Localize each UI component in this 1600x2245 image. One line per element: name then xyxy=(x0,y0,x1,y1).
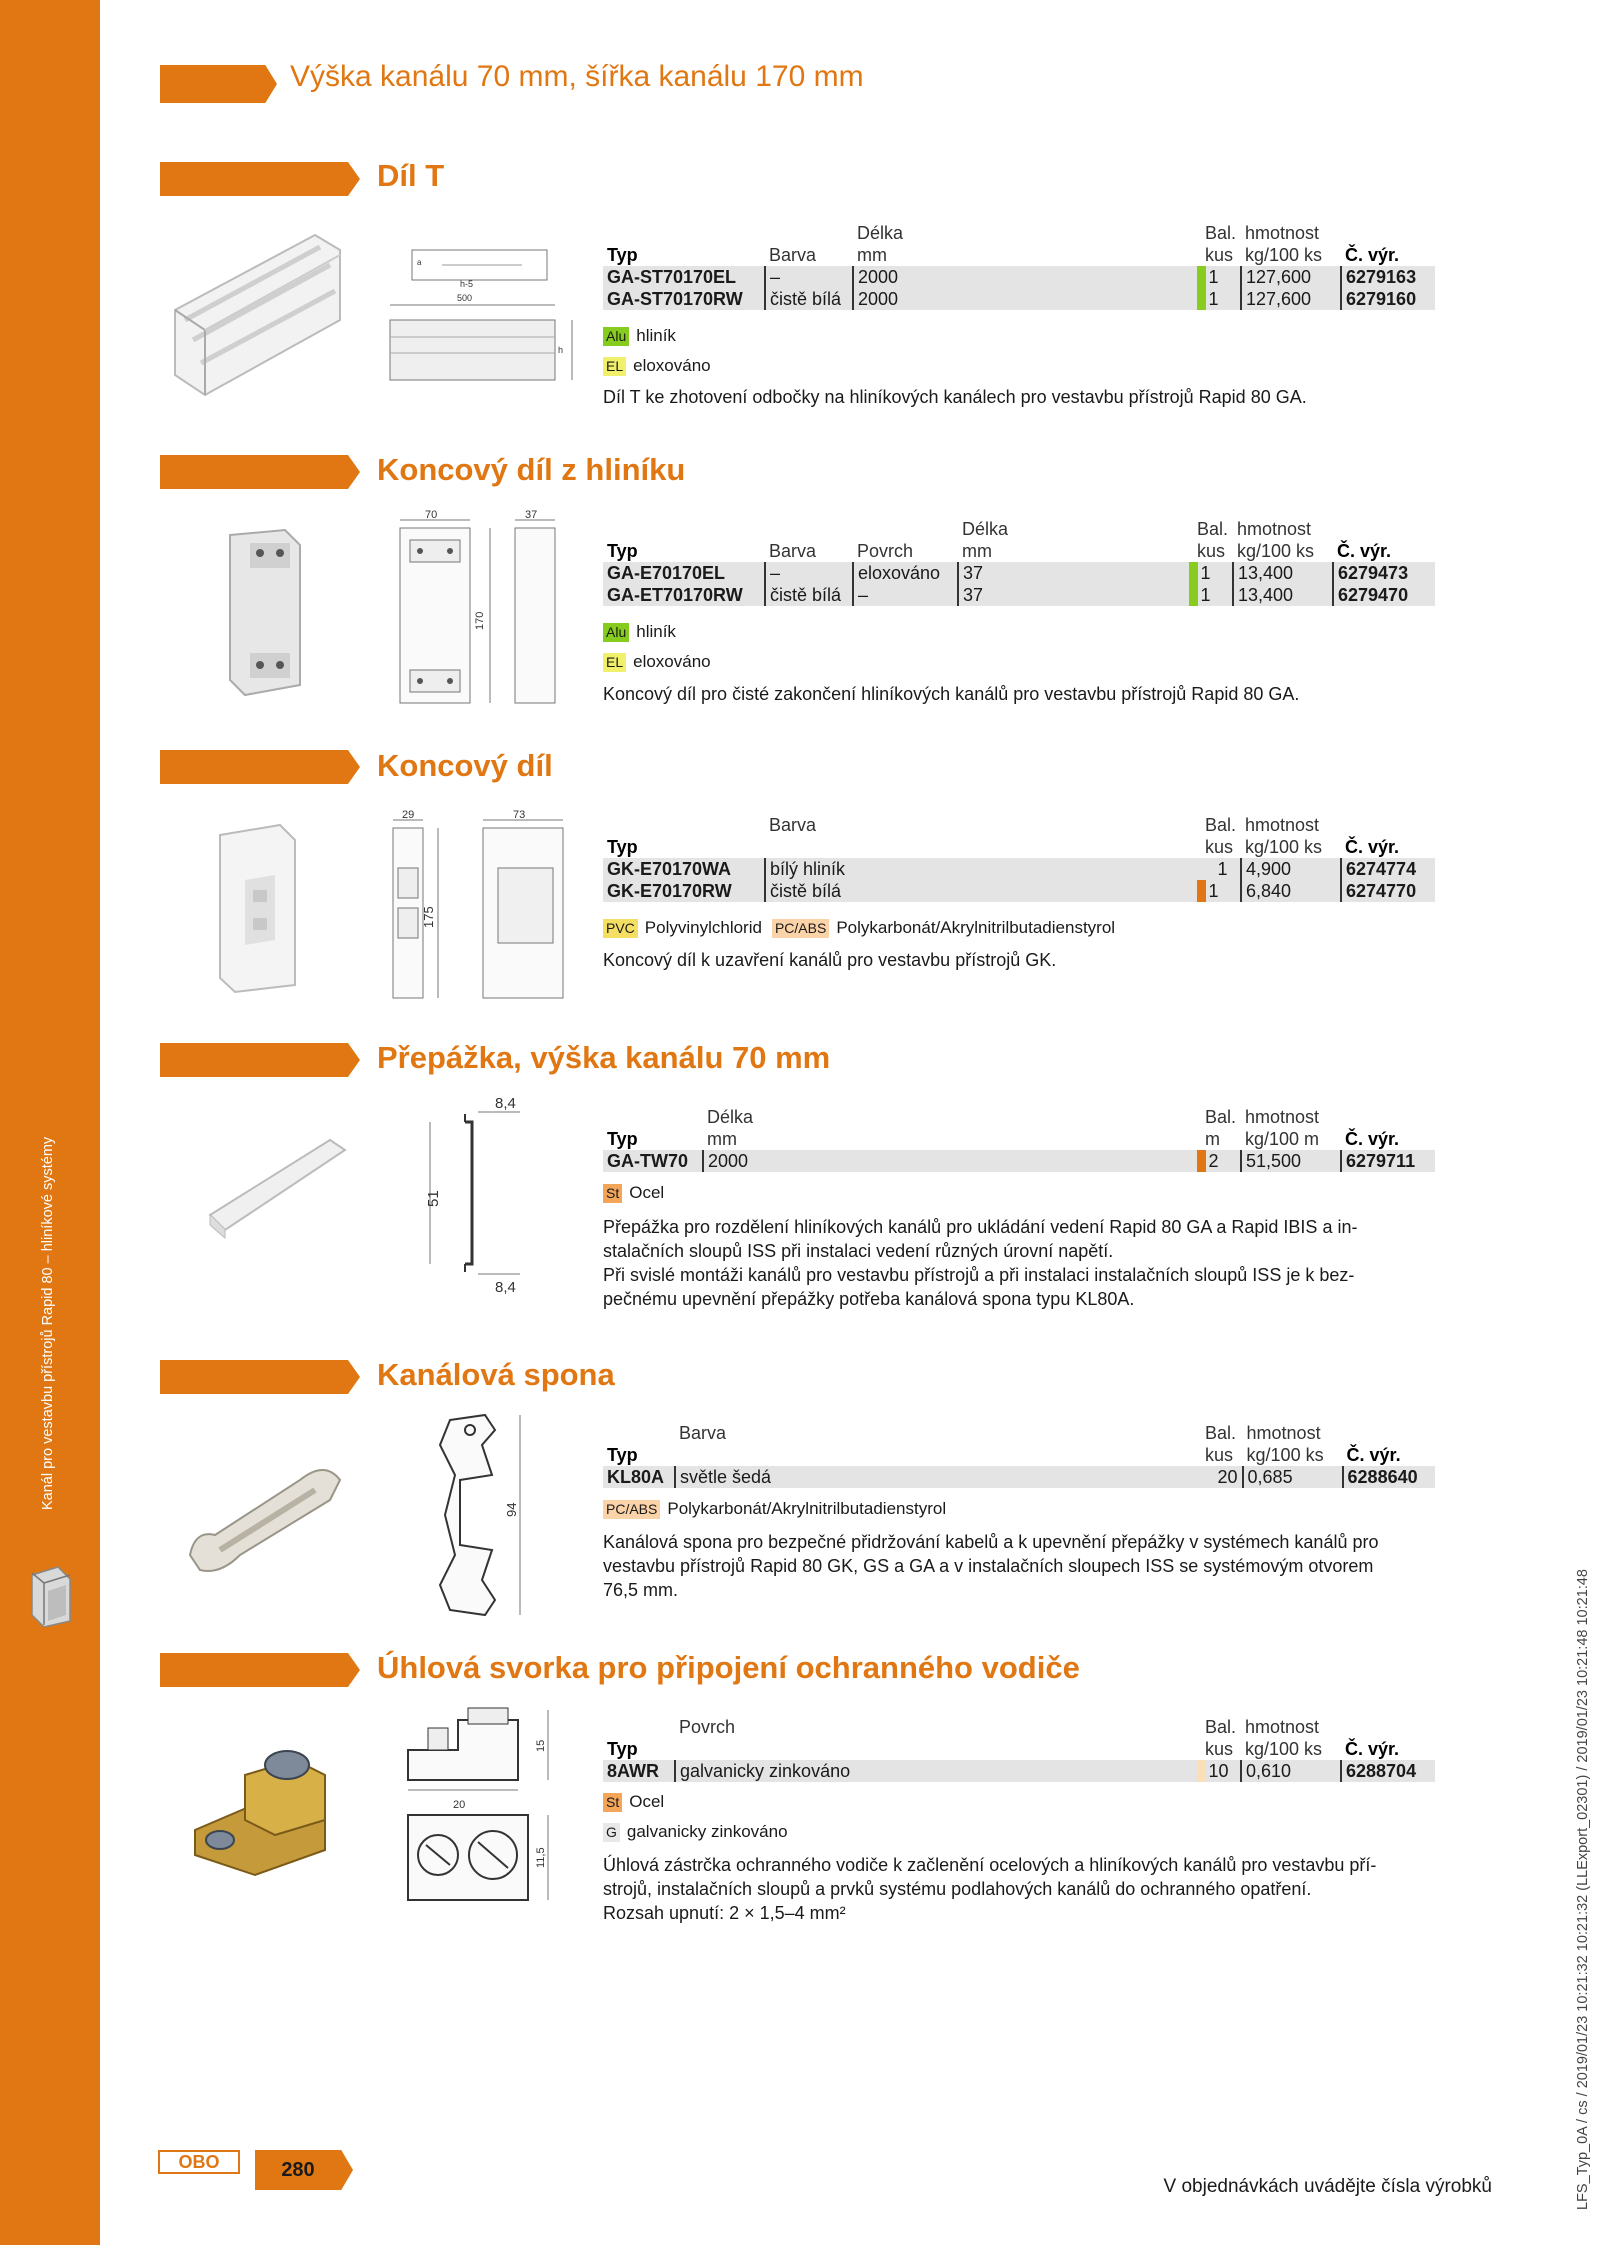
table-cell: Barva xyxy=(679,1423,727,1443)
table-cell xyxy=(603,518,765,540)
table-cell: Typ xyxy=(607,245,638,265)
table-cell: 10 xyxy=(1201,1760,1241,1782)
obo-logo xyxy=(158,2150,240,2174)
table-row xyxy=(603,1150,1435,1172)
table-cell: 20 xyxy=(1217,1467,1238,1487)
table-cell: Typ xyxy=(607,1739,638,1759)
dim-depth: 37 xyxy=(525,510,538,521)
dimension-drawing-end-piece xyxy=(388,808,573,1008)
material-tag: St xyxy=(603,1793,622,1812)
material-legend xyxy=(603,1822,788,1842)
table-cell: 6,840 xyxy=(1241,880,1341,902)
section-marker xyxy=(160,1653,360,1687)
section-marker xyxy=(160,750,360,784)
table-cell xyxy=(603,1106,703,1128)
table-cell: 127,600 xyxy=(1241,266,1341,288)
product-photo-end-piece xyxy=(205,820,315,995)
table-cell xyxy=(1343,1422,1435,1444)
table-cell: hmotnost xyxy=(1245,1107,1320,1127)
table-cell: 6279160 xyxy=(1341,288,1435,310)
dim-height: 51 xyxy=(425,1190,442,1207)
table-cell xyxy=(1193,1128,1201,1150)
table-cell: GK-E70170WA xyxy=(607,859,732,879)
material-label: hliník xyxy=(636,326,676,345)
table-cell: 51,500 xyxy=(1241,1150,1341,1172)
table-cell: 1 xyxy=(1201,288,1241,310)
material-legend xyxy=(603,326,676,346)
material-label: hliník xyxy=(636,622,676,641)
dim-width: 500 xyxy=(457,293,473,303)
dimension-drawing-partition xyxy=(410,1092,560,1297)
table-cell: Barva xyxy=(769,541,817,561)
material-tag: G xyxy=(603,1823,620,1842)
table-cell: 6274774 xyxy=(1341,858,1435,880)
table-cell: bílý hliník xyxy=(765,858,1201,880)
table-cell: Délka xyxy=(707,1107,754,1127)
table-cell: KL80A xyxy=(607,1467,665,1487)
table-cell: Č. výr. xyxy=(1345,245,1400,265)
material-label: galvanicky zinkováno xyxy=(626,1822,788,1841)
table-cell: Povrch xyxy=(857,541,914,561)
table-cell: hmotnost xyxy=(1245,223,1320,243)
product-description: Kanálová spona pro bezpečné přidržování kabelů a k upevnění přepážky v systémech kanálů pro vestavbu přístrojů Rapid 80 GK, GS a GA a v instalačních sloupech ISS se systémovým otvorem 76,5 mm. xyxy=(603,1532,1379,1600)
table-head-row xyxy=(603,1106,1435,1128)
table-cell xyxy=(765,836,1193,858)
product-description: Koncový díl k uzavření kanálů pro vestavbu přístrojů GK. xyxy=(603,950,1057,970)
table-cell: GA-ST70170EL xyxy=(607,267,737,287)
table-cell xyxy=(1193,1422,1201,1444)
table-cell: – xyxy=(765,266,853,288)
table-row xyxy=(603,266,1435,288)
table-row xyxy=(603,288,1435,310)
product-description: Úhlová zástrčka ochranného vodiče k začlenění ocelových a hliníkových kanálů pro vestavbu pří- strojů, instalačních sloupů a prvků systému podlahových kanálů do ochranného opatření. Rozsah upnutí: 2 × 1,5–4 mm² xyxy=(603,1855,1377,1923)
table-cell xyxy=(1193,1716,1201,1738)
table-cell: 4,900 xyxy=(1241,858,1341,880)
dim-h: h xyxy=(558,345,564,355)
footer-note: V objednávkách uvádějte čísla výrobků xyxy=(1163,2176,1492,2197)
table-cell: kus xyxy=(1205,837,1234,857)
table-cell: 6274770 xyxy=(1341,880,1435,902)
product-photo-angle-clamp xyxy=(175,1730,355,1880)
table-cell: 1 xyxy=(1201,266,1241,288)
table-cell xyxy=(1341,222,1435,244)
table-cell: 6288640 xyxy=(1343,1466,1435,1488)
table-cell: 1 xyxy=(1193,562,1233,584)
header-arrow xyxy=(160,65,277,103)
table-cell xyxy=(1193,1106,1201,1128)
table-cell: 1 xyxy=(1201,880,1241,902)
dim-top: 8,4 xyxy=(495,1095,516,1112)
table-cell: hmotnost xyxy=(1246,1423,1321,1443)
product-table xyxy=(603,814,1435,902)
table-cell xyxy=(765,222,853,244)
table-cell: hmotnost xyxy=(1245,815,1320,835)
product-photo-t-piece xyxy=(165,225,345,400)
dim-h5: h-5 xyxy=(460,279,474,289)
page-title: Výška kanálu 70 mm, šířka kanálu 170 mm xyxy=(290,60,864,93)
table-cell xyxy=(1341,1716,1435,1738)
material-legend xyxy=(603,356,711,376)
table-cell: Typ xyxy=(607,1445,638,1465)
dim-a: a xyxy=(417,258,422,267)
dimension-drawing-angle-clamp xyxy=(398,1700,578,1905)
table-head-row xyxy=(603,1422,1435,1444)
table-cell xyxy=(1193,1738,1201,1760)
table-cell: 13,400 xyxy=(1233,584,1333,606)
table-cell: 37 xyxy=(958,584,1193,606)
table-cell: hmotnost xyxy=(1245,1717,1320,1737)
product-description: Díl T ke zhotovení odbočky na hliníkových kanálech pro vestavbu přístrojů Rapid 80 GA. xyxy=(603,387,1307,407)
product-description: Přepážka pro rozdělení hliníkových kanálů pro ukládání vedení Rapid 80 GA a Rapid IBIS a in- stalačních sloupů ISS při instalaci vedení různých úrovní napětí. Při svislé montáži kanálů pro vestavbu přístrojů a při instalaci instalačních sloupů ISS je k bez- pečnému upevnění přepážky potřeba kanálová spona typu KL80A. xyxy=(603,1217,1358,1309)
material-tag: Alu xyxy=(603,623,629,642)
material-label: Ocel xyxy=(629,1792,665,1811)
table-cell xyxy=(853,518,958,540)
dim-width: 20 xyxy=(453,1799,466,1811)
table-head-row xyxy=(603,1128,1435,1150)
product-table xyxy=(603,1422,1435,1488)
table-head-row xyxy=(603,1716,1435,1738)
table-row xyxy=(603,562,1435,584)
table-cell: GK-E70170RW xyxy=(607,881,732,901)
section-marker xyxy=(160,1360,360,1394)
dim-width: 29 xyxy=(402,809,415,821)
table-cell: kg/100 ks xyxy=(1245,245,1323,265)
table-cell: kg/100 ks xyxy=(1246,1445,1324,1465)
table-cell: – xyxy=(765,562,853,584)
material-label: eloxováno xyxy=(633,356,711,375)
table-cell xyxy=(1193,1444,1201,1466)
table-cell: čistě bílá xyxy=(765,584,853,606)
section-title-dil-t: Díl T xyxy=(377,158,445,193)
table-cell xyxy=(1193,814,1201,836)
material-tag: Alu xyxy=(603,327,629,346)
table-cell: 2000 xyxy=(853,288,1201,310)
product-table xyxy=(603,222,1435,310)
table-cell xyxy=(1193,222,1201,244)
dim-height: 175 xyxy=(421,906,436,928)
table-cell: čistě bílá xyxy=(765,288,853,310)
side-print-note: LFS_Typ_0A / cs / 2019/01/23 10:21:32 10:21:32 (LLExport_02301) / 2019/01/23 10:21:48 10:21:48 xyxy=(1575,1569,1591,2210)
table-cell: 6279163 xyxy=(1341,266,1435,288)
table-cell: kus xyxy=(1205,1739,1234,1759)
table-cell: kus xyxy=(1205,1445,1234,1465)
table-row xyxy=(603,1760,1435,1782)
material-tag: EL xyxy=(603,357,626,376)
table-cell: Č. výr. xyxy=(1337,541,1392,561)
table-cell: kg/100 m xyxy=(1245,1129,1320,1149)
table-cell: Povrch xyxy=(679,1717,736,1737)
table-cell xyxy=(1341,1106,1435,1128)
logo-text: OBO xyxy=(178,2152,220,2172)
table-cell: Č. výr. xyxy=(1345,1739,1400,1759)
table-cell: Č. výr. xyxy=(1346,1445,1401,1465)
table-head-row xyxy=(603,836,1435,858)
material-tag: PC/ABS xyxy=(603,1500,660,1519)
table-head-row xyxy=(603,244,1435,266)
section-marker xyxy=(160,162,360,196)
table-cell xyxy=(1193,244,1201,266)
table-cell: mm xyxy=(857,245,887,265)
material-legend xyxy=(603,1792,664,1812)
table-head-row xyxy=(603,518,1435,540)
table-cell: čistě bílá xyxy=(765,880,1201,902)
table-cell: mm xyxy=(707,1129,737,1149)
product-table xyxy=(603,1716,1435,1782)
dimension-drawing-channel-clip xyxy=(420,1405,560,1625)
table-cell xyxy=(603,1716,675,1738)
table-cell: mm xyxy=(962,541,992,561)
table-cell: světle šedá xyxy=(675,1466,1201,1488)
table-cell: GA-ST70170RW xyxy=(607,289,743,309)
section-title-angle-clamp: Úhlová svorka pro připojení ochranného vodiče xyxy=(377,1650,1080,1685)
table-cell: GA-E70170EL xyxy=(607,563,726,583)
material-label: Ocel xyxy=(629,1183,665,1202)
table-cell: Bal. xyxy=(1205,815,1237,835)
section-title-end-piece: Koncový díl xyxy=(377,748,553,783)
table-cell: Bal. xyxy=(1205,1423,1237,1443)
table-cell: 13,400 xyxy=(1233,562,1333,584)
table-cell: 2 xyxy=(1201,1150,1241,1172)
table-cell: Bal. xyxy=(1205,1107,1237,1127)
dim-depth: 73 xyxy=(513,809,526,821)
table-cell: Délka xyxy=(962,519,1009,539)
table-cell: Bal. xyxy=(1205,1717,1237,1737)
table-cell: Č. výr. xyxy=(1345,1129,1400,1149)
table-cell: GA-TW70 xyxy=(607,1151,688,1171)
product-photo-channel-clip xyxy=(180,1445,350,1585)
table-cell xyxy=(1333,518,1435,540)
table-head-row xyxy=(603,1738,1435,1760)
material-legend xyxy=(603,1499,946,1519)
table-cell: 1 xyxy=(1217,859,1228,879)
table-cell xyxy=(675,1738,1193,1760)
table-row xyxy=(603,1466,1435,1488)
material-label: Polyvinylchlorid xyxy=(644,918,762,937)
table-cell xyxy=(1193,836,1201,858)
table-cell xyxy=(765,518,853,540)
table-head-row xyxy=(603,1444,1435,1466)
table-cell xyxy=(603,1422,675,1444)
table-row xyxy=(603,880,1435,902)
table-cell: Bal. xyxy=(1205,223,1237,243)
material-label: eloxováno xyxy=(633,652,711,671)
material-label: Polykarbonát/Akrylnitrilbutadienstyrol xyxy=(836,918,1116,937)
table-cell: kg/100 ks xyxy=(1245,1739,1323,1759)
table-cell: 6279473 xyxy=(1333,562,1435,584)
page-number: 280 xyxy=(281,2159,315,2181)
dim-width: 70 xyxy=(425,510,438,521)
table-cell: 127,600 xyxy=(1241,288,1341,310)
sidebar-caption: Kanál pro vestavbu přístrojů Rapid 80 – hliníkové systémy xyxy=(40,1136,56,1510)
table-cell: 6279711 xyxy=(1341,1150,1435,1172)
table-cell: 37 xyxy=(958,562,1193,584)
table-cell: kg/100 ks xyxy=(1237,541,1315,561)
section-title-partition: Přepážka, výška kanálu 70 mm xyxy=(377,1040,831,1075)
section-title-channel-clip: Kanálová spona xyxy=(377,1357,615,1392)
table-cell: Délka xyxy=(857,223,904,243)
table-cell: 1 xyxy=(1193,584,1233,606)
material-tag: St xyxy=(603,1184,622,1203)
table-cell: 6288704 xyxy=(1341,1760,1435,1782)
table-cell: m xyxy=(1205,1129,1220,1149)
table-head-row xyxy=(603,814,1435,836)
table-cell: eloxováno xyxy=(853,562,958,584)
section-marker xyxy=(160,455,360,489)
table-cell xyxy=(675,1444,1193,1466)
table-cell: Typ xyxy=(607,541,638,561)
table-cell: Typ xyxy=(607,837,638,857)
product-table xyxy=(603,518,1435,606)
dim-height: 15 xyxy=(535,1739,547,1752)
table-cell: 8AWR xyxy=(607,1761,660,1781)
material-legend xyxy=(603,622,676,642)
table-cell: 2000 xyxy=(703,1150,1201,1172)
table-cell: kus xyxy=(1197,541,1226,561)
dimension-drawing-t-piece xyxy=(382,245,577,385)
table-head-row xyxy=(603,222,1435,244)
product-description: Koncový díl pro čisté zakončení hliníkových kanálů pro vestavbu přístrojů Rapid 80 GA. xyxy=(603,684,1300,704)
table-cell: kg/100 ks xyxy=(1245,837,1323,857)
material-legend xyxy=(603,652,711,672)
table-cell: 6279470 xyxy=(1333,584,1435,606)
table-head-row xyxy=(603,540,1435,562)
table-cell: 0,610 xyxy=(1241,1760,1341,1782)
material-tag: PVC xyxy=(603,919,638,938)
table-cell xyxy=(1341,814,1435,836)
material-legend xyxy=(603,1183,664,1203)
dim-height: 170 xyxy=(474,611,486,630)
material-tag: EL xyxy=(603,653,626,672)
product-photo-end-piece-alu xyxy=(205,525,315,700)
table-row xyxy=(603,584,1435,606)
material-legend xyxy=(603,918,1115,938)
dim-height-2: 11,5 xyxy=(535,1847,547,1868)
table-cell: Bal. xyxy=(1197,519,1229,539)
table-cell: – xyxy=(853,584,958,606)
table-cell: Typ xyxy=(607,1129,638,1149)
material-label: Polykarbonát/Akrylnitrilbutadienstyrol xyxy=(667,1499,947,1518)
table-cell: Barva xyxy=(769,815,817,835)
table-cell xyxy=(603,814,765,836)
dim-bottom: 8,4 xyxy=(495,1279,516,1296)
dim-height: 94 xyxy=(504,1502,519,1517)
channel-rail-icon xyxy=(28,1565,74,1627)
table-cell: galvanicky zinkováno xyxy=(675,1760,1201,1782)
section-marker xyxy=(160,1043,360,1077)
table-cell: kus xyxy=(1205,245,1234,265)
section-title-end-piece-alu: Koncový díl z hliníku xyxy=(377,452,686,487)
dimension-drawing-end-piece-alu xyxy=(395,510,570,710)
table-cell: Barva xyxy=(769,245,817,265)
table-cell: Č. výr. xyxy=(1345,837,1400,857)
table-cell: 2000 xyxy=(853,266,1201,288)
product-table xyxy=(603,1106,1435,1172)
table-row xyxy=(603,858,1435,880)
table-cell: hmotnost xyxy=(1237,519,1312,539)
product-photo-partition xyxy=(200,1120,350,1240)
table-cell: GA-ET70170RW xyxy=(607,585,743,605)
material-tag: PC/ABS xyxy=(772,919,829,938)
table-cell xyxy=(603,222,765,244)
table-cell: 0,685 xyxy=(1243,1466,1343,1488)
